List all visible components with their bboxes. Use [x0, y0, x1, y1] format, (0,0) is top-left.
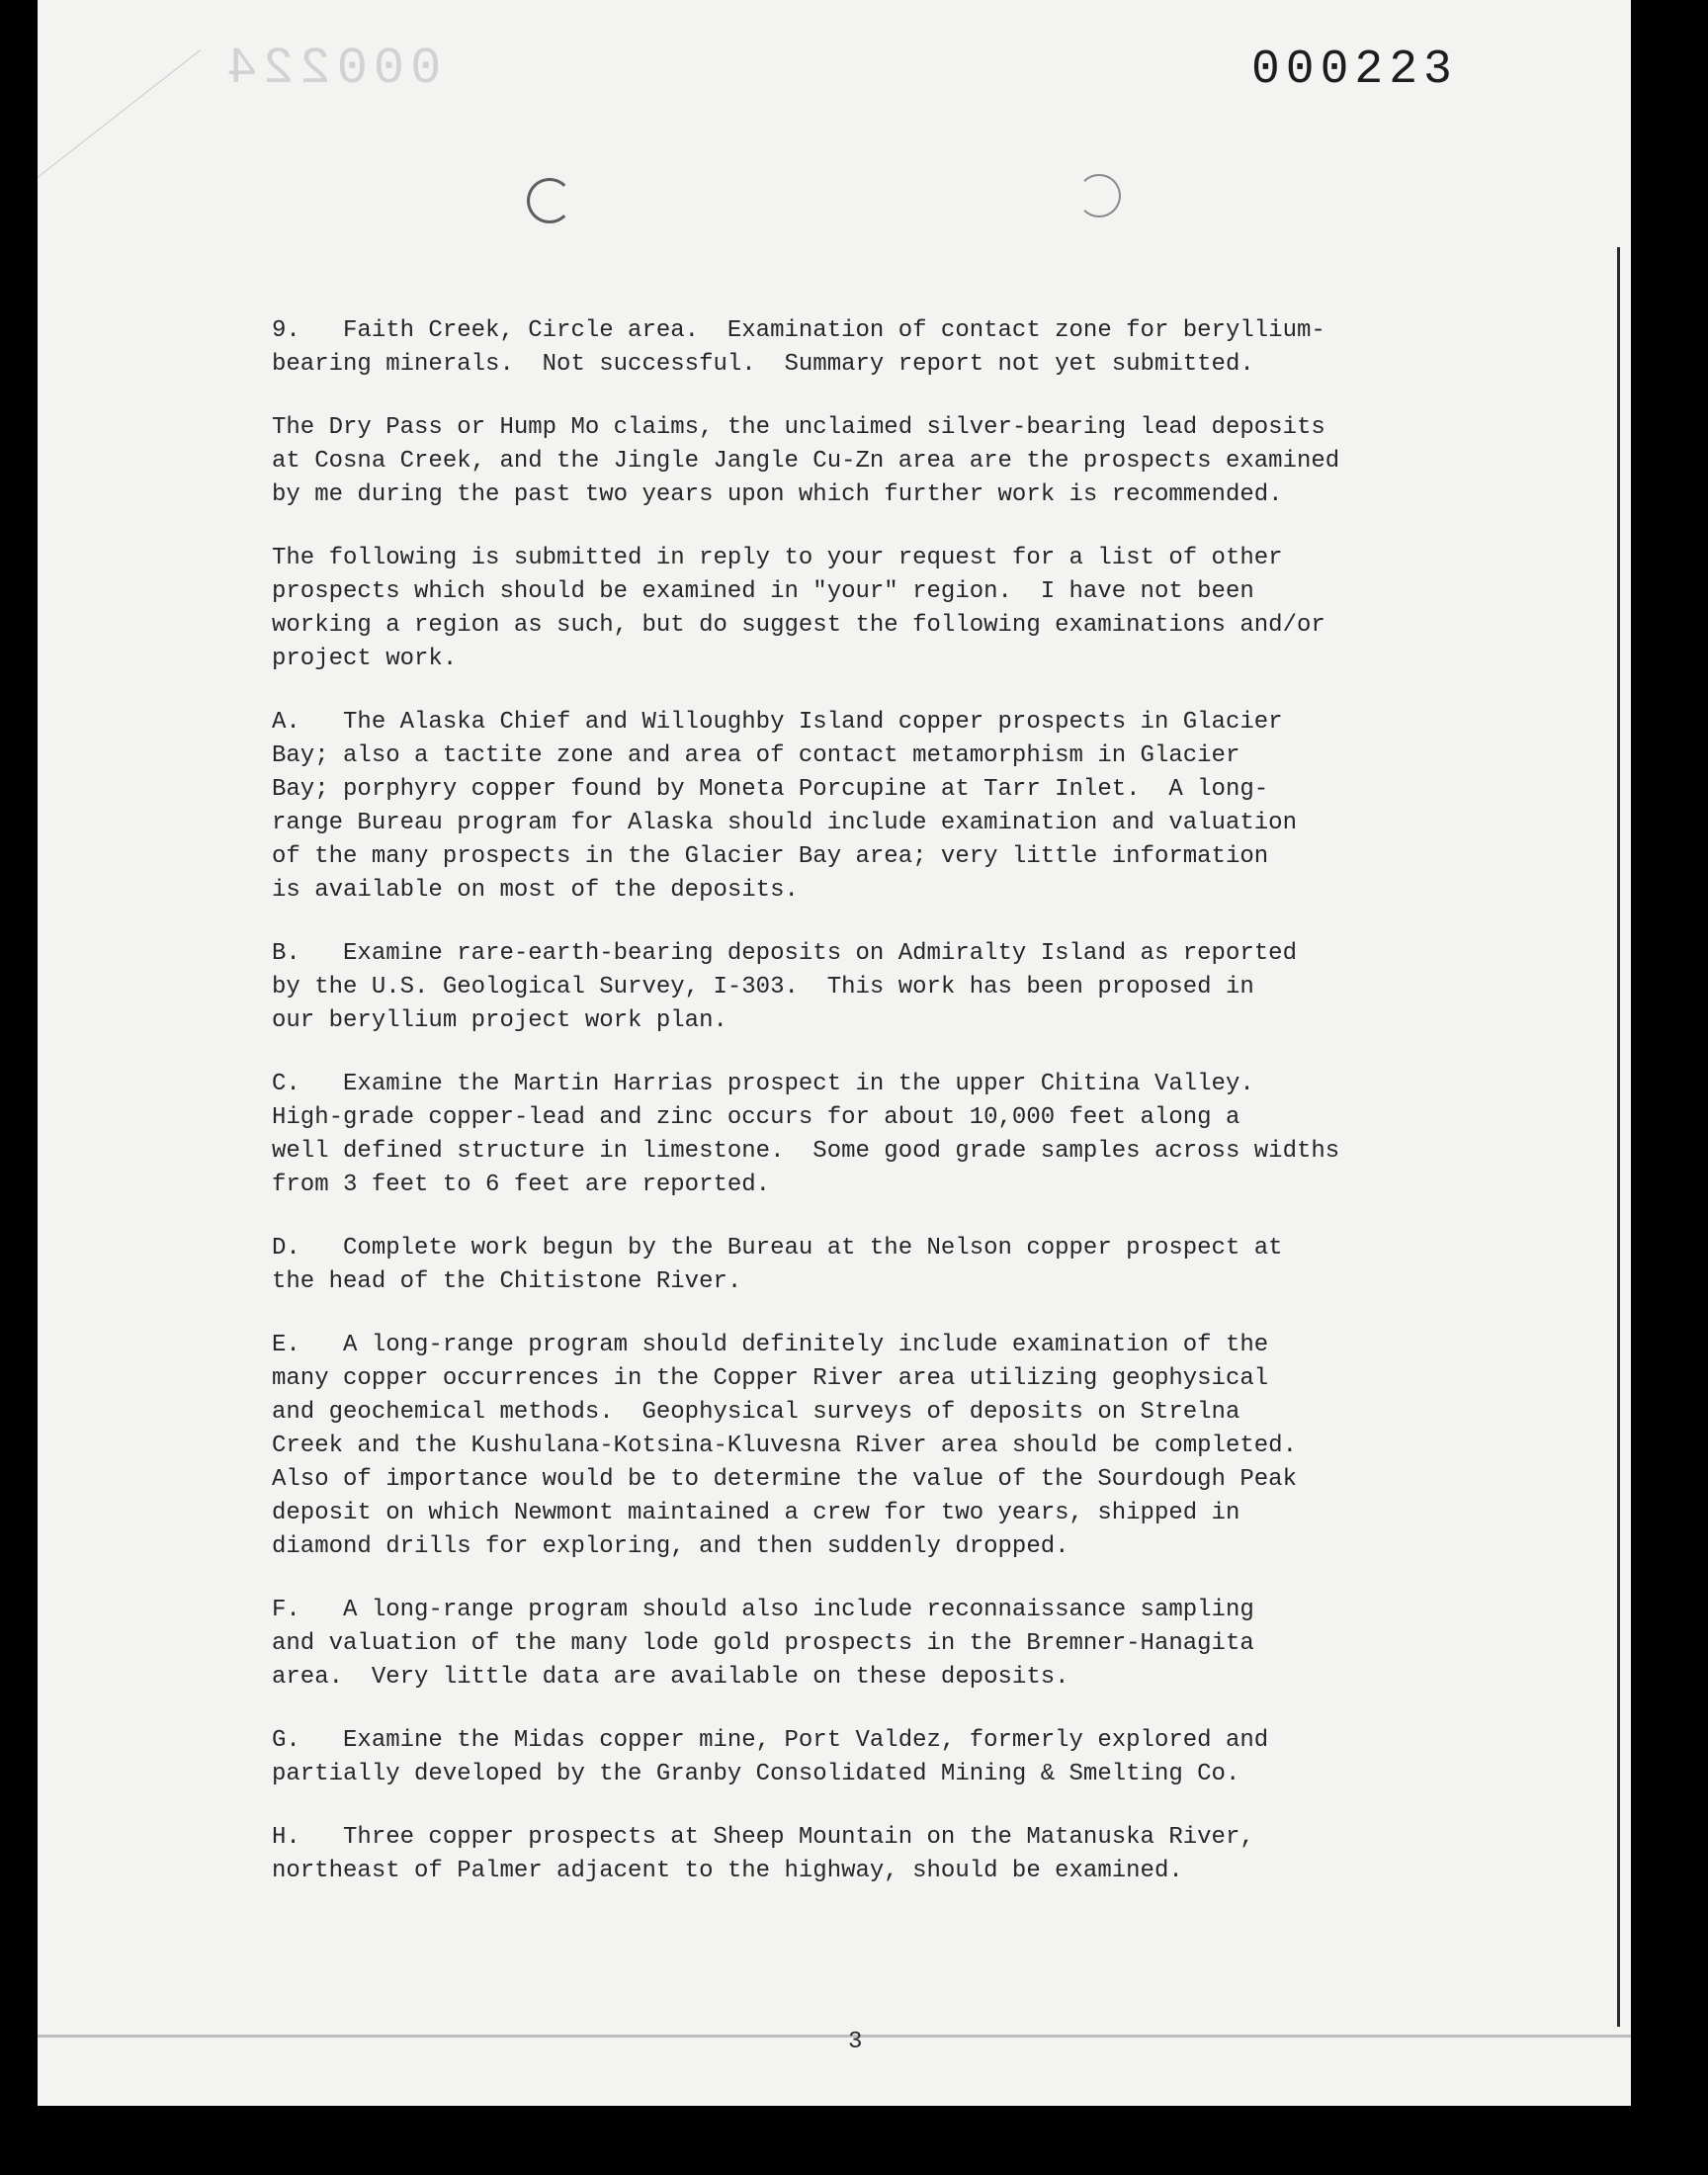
- document-page: [38, 0, 1631, 2106]
- page-edge-right: [1617, 247, 1620, 2027]
- punch-hole-left: [527, 178, 572, 223]
- ghost-stamp-number: 000224: [220, 40, 442, 98]
- paragraph-item-9: 9. Faith Creek, Circle area. Examination of contact zone for beryllium- bearing minerals. Not successful. Summary report not yet submitted.: [272, 317, 1325, 378]
- paragraph-recommended-prospects: The Dry Pass or Hump Mo claims, the unclaimed silver-bearing lead deposits at Cosna Creek, and the Jingle Jangle Cu-Zn area are the prospects examined by me during the past two years upon which further work is recommended.: [272, 414, 1340, 508]
- page-edge-bottom: [38, 2035, 1631, 2038]
- paragraph-item-f: F. A long-range program should also include reconnaissance sampling and valuation of the many lode gold prospects in the Bremner-Hanagita area. Very little data are available on these deposits.: [272, 1597, 1254, 1691]
- stamp-number: 000223: [1251, 44, 1458, 97]
- page-number: 3: [848, 2029, 863, 2055]
- paragraph-item-a: A. The Alaska Chief and Willoughby Island copper prospects in Glacier Bay; also a tactite zone and area of contact metamorphism in Glacier Bay; porphyry copper found by Moneta Porcupine at Tarr Inlet. A long- range Bureau program for Alaska should include examination and valuation of the many prospects in the Glacier Bay area; very little information is available on most of the deposits.: [272, 709, 1297, 904]
- paragraph-item-c: C. Examine the Martin Harrias prospect in the upper Chitina Valley. High-grade copper-lead and zinc occurs for about 10,000 feet along a well defined structure in limestone. Some good grade samples across widths from 3 feet to 6 feet are reported.: [272, 1071, 1340, 1198]
- paragraph-item-h: H. Three copper prospects at Sheep Mountain on the Matanuska River, northeast of Palmer adjacent to the highway, should be examined.: [272, 1824, 1254, 1884]
- fold-line: [38, 49, 201, 209]
- paragraph-item-e: E. A long-range program should definitely include examination of the many copper occurrences in the Copper River area utilizing geophysical and geochemical methods. Geophysical surveys of deposits on Strelna Creek and the Kushulana-Kotsina-Kluvesna River area should be completed. Also of importance would be to determine the value of the Sourdough Peak deposit on which Newmont maintained a crew for two years, shipped in diamond drills for exploring, and then suddenly dropped.: [272, 1332, 1297, 1560]
- paragraph-item-g: G. Examine the Midas copper mine, Port Valdez, formerly explored and partially developed by the Granby Consolidated Mining & Smelting Co.: [272, 1727, 1269, 1787]
- paragraph-request-reply: The following is submitted in reply to your request for a list of other prospects which should be examined in "your" region. I have not been working a region as such, but do suggest the following examinations and/or project work.: [272, 545, 1325, 672]
- paragraph-item-d: D. Complete work begun by the Bureau at the Nelson copper prospect at the head of the Chitistone River.: [272, 1235, 1283, 1295]
- punch-hole-right: [1077, 174, 1121, 218]
- document-body: [272, 314, 1586, 1918]
- paragraph-item-b: B. Examine rare-earth-bearing deposits on Admiralty Island as reported by the U.S. Geological Survey, I-303. This work has been proposed in our beryllium project work plan.: [272, 940, 1297, 1034]
